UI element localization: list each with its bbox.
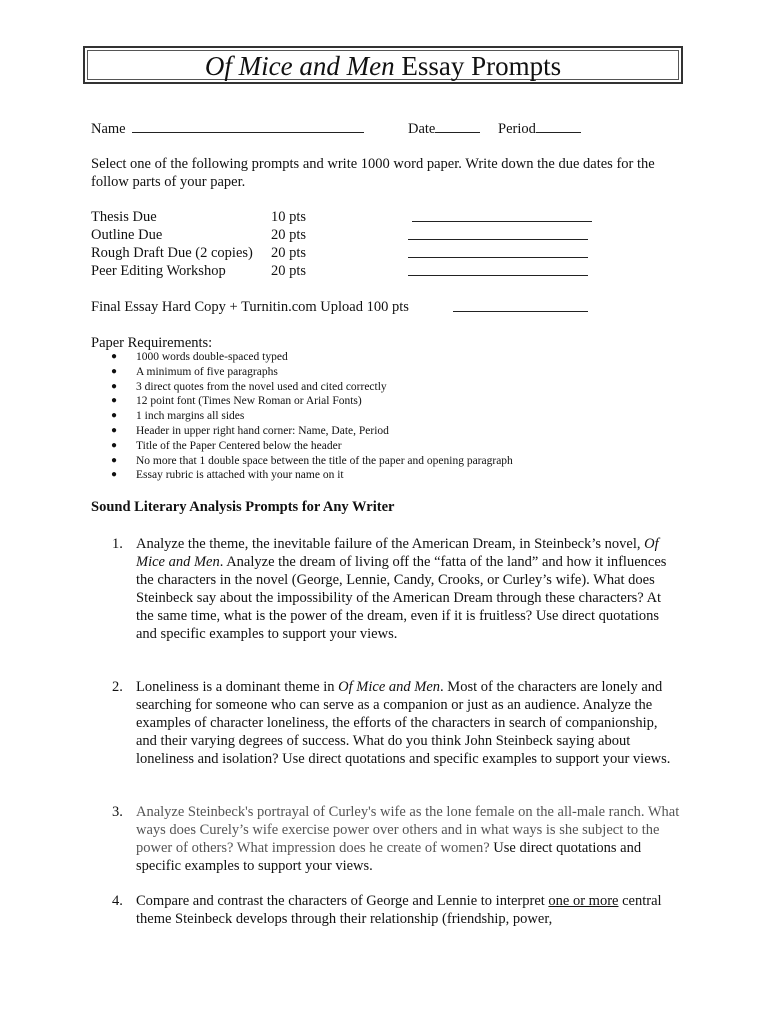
bullet-icon: ●	[111, 454, 118, 466]
requirement-item	[111, 468, 513, 483]
due-blank-outline[interactable]	[408, 226, 588, 245]
bullet-icon: ●	[111, 410, 118, 422]
bullet-icon: ●	[111, 439, 118, 451]
due-blank-peer-editing[interactable]	[408, 262, 588, 281]
requirement-text: 1 inch margins all sides	[136, 410, 245, 423]
date-line	[408, 119, 480, 138]
bullet-icon: ●	[111, 380, 118, 392]
requirement-item	[111, 439, 513, 454]
section-heading: Sound Literary Analysis Prompts for Any Writer	[91, 499, 395, 515]
bullet-icon: ●	[111, 469, 118, 481]
requirement-item	[111, 380, 513, 395]
prompt-item-1	[112, 535, 682, 643]
period-line	[498, 119, 581, 138]
prompt-text-part: Analyze the theme, the inevitable failure of the American Dream, in Steinbeck’s novel,	[136, 536, 645, 552]
prompt-text-part: . Most of the characters are lonely and searching for someone who can serve as a companion or just as an audience. Analyze the examples of character loneliness, the efforts of the characters in search of companionship, and their varying degrees of success. What do you think John Steinbeck saying about loneliness and isolation? Use direct quotations and specific examples to support your views.	[136, 679, 671, 767]
requirement-text: Header in upper right hand corner: Name, Date, Period	[136, 424, 389, 437]
due-label-thesis: Thesis Due	[91, 209, 157, 225]
requirement-text: 1000 words double-spaced typed	[136, 351, 288, 363]
prompt-text	[136, 892, 682, 928]
requirement-text: 12 point font (Times New Roman or Arial Fonts)	[136, 395, 362, 408]
final-essay-line: Final Essay Hard Copy + Turnitin.com Upload 100 pts	[91, 299, 409, 315]
intro-paragraph: Select one of the following prompts and write 1000 word paper. Write down the due dates for the follow parts of your paper.	[91, 156, 655, 190]
requirement-text: Essay rubric is attached with your name on it	[136, 469, 344, 482]
requirement-item	[111, 350, 513, 365]
requirements-list	[111, 350, 513, 483]
due-points-rough-draft: 20 pts	[271, 245, 307, 261]
prompt-text-part: . Analyze the dream of living off the “fatta of the land” and how it influences the characters in the novel (George, Lennie, Candy, Crooks, or Curley’s wife). What does Steinbeck say about the impossibility of the American Dream through these characters? At the same time, what is the power of the dream, even if it is fruitless? Use direct quotations and specific examples to support your views.	[136, 554, 667, 642]
name-blank[interactable]	[132, 119, 364, 133]
prompt-item-2	[112, 678, 682, 768]
due-points-outline: 20 pts	[271, 227, 307, 243]
underlined-text: one or more	[548, 893, 619, 909]
bullet-icon: ●	[111, 365, 118, 377]
due-points-peer-editing: 20 pts	[271, 263, 307, 279]
bullet-icon: ●	[111, 351, 118, 362]
date-label: Date	[408, 121, 436, 137]
date-blank[interactable]	[435, 119, 480, 133]
prompt-item-4	[112, 892, 682, 928]
due-blank-rough-draft[interactable]	[408, 244, 588, 263]
prompt-text-part: Use direct quotations and specific examples to support your views.	[136, 840, 642, 874]
prompt-text-part: Loneliness is a dominant theme in	[136, 679, 339, 695]
requirement-item	[111, 424, 513, 439]
prompt-text	[136, 803, 682, 875]
due-label-outline: Outline Due	[91, 227, 163, 243]
prompt-text-gray: Analyze Steinbeck's portrayal of Curley's wife as the lone female on the all-male ranch. What ways does Curely’s wife exercise power over others and in what ways is she subject to the power of others? What impression does he create of women?	[136, 804, 680, 856]
requirement-item	[111, 454, 513, 469]
requirement-text: No more that 1 double space between the title of the paper and opening paragraph	[136, 454, 513, 467]
prompt-text-part: central theme Steinbeck develops through their relationship (friendship, power,	[136, 893, 662, 927]
title-italic: Of Mice and Men	[204, 51, 395, 81]
prompt-item-3	[112, 803, 682, 875]
bullet-icon: ●	[111, 395, 118, 407]
requirement-text: A minimum of five paragraphs	[136, 365, 278, 378]
prompt-text	[136, 678, 682, 768]
due-blank-thesis[interactable]	[412, 208, 592, 227]
requirement-item	[111, 394, 513, 409]
book-title-italic: Of Mice and Men	[338, 679, 441, 695]
period-blank[interactable]	[536, 119, 581, 133]
prompt-text	[136, 535, 682, 643]
period-label: Period	[498, 121, 536, 137]
prompt-number: 1.	[112, 536, 123, 552]
bullet-icon: ●	[111, 424, 118, 436]
name-label: Name	[91, 121, 126, 137]
prompt-number: 3.	[112, 804, 123, 820]
page-title	[85, 51, 681, 81]
requirement-item	[111, 365, 513, 380]
due-points-thesis: 10 pts	[271, 209, 307, 225]
requirements-heading: Paper Requirements:	[91, 335, 213, 351]
due-label-peer-editing: Peer Editing Workshop	[91, 263, 226, 279]
prompt-text-part: Compare and contrast the characters of George and Lennie to interpret	[136, 893, 549, 909]
title-box	[83, 46, 683, 84]
requirement-text: Title of the Paper Centered below the header	[136, 439, 342, 452]
prompt-number: 2.	[112, 679, 123, 695]
final-essay-blank[interactable]	[453, 298, 588, 317]
name-line	[91, 119, 364, 138]
prompt-number: 4.	[112, 893, 123, 909]
book-title-italic: Of Mice and Men	[136, 536, 659, 570]
due-label-rough-draft: Rough Draft Due (2 copies)	[91, 245, 253, 261]
requirement-item	[111, 409, 513, 424]
requirement-text: 3 direct quotes from the novel used and cited correctly	[136, 380, 387, 393]
title-rest: Essay Prompts	[394, 51, 562, 81]
